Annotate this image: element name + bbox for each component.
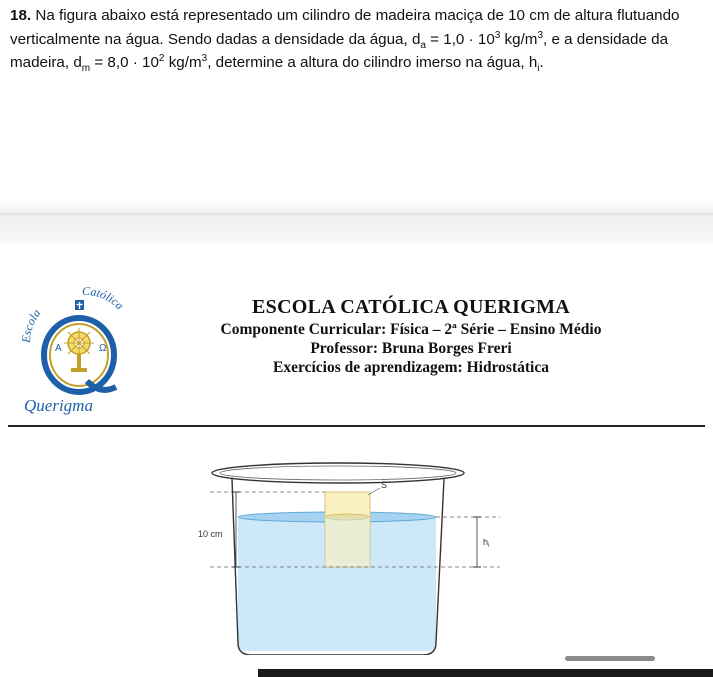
question-number: 18.	[10, 7, 32, 24]
logo-word-catolica: Católica	[81, 283, 127, 313]
header-course: Componente Curricular: Física – 2ª Série – Ensino Médio	[220, 321, 602, 338]
school-name: ESCOLA CATÓLICA QUERIGMA	[252, 296, 570, 318]
water-density-sub: a	[420, 39, 426, 51]
wood-density-symbol: d	[73, 54, 82, 71]
question-text-4: .	[539, 54, 544, 71]
wood-density-unit: kg/m	[164, 54, 202, 71]
water-density-exp: 3	[494, 29, 501, 41]
label-s: S	[381, 480, 388, 490]
water-density-symbol: d	[411, 30, 421, 48]
floating-cylinder-figure	[190, 455, 530, 655]
water-density-unit: kg/m	[500, 30, 538, 48]
label-10cm: 10 cm	[198, 529, 223, 539]
svg-text:Católica	[82, 284, 127, 313]
page-separator	[0, 200, 713, 246]
svg-text:Escola	[19, 306, 44, 344]
logo-word-querigma: Querigma	[24, 396, 93, 415]
question-text-2: , e a densidade da madeira,	[10, 30, 669, 71]
bottom-bar	[258, 669, 713, 677]
header-divider	[8, 425, 705, 427]
immersed-height-sub: i	[537, 63, 540, 75]
scroll-indicator[interactable]	[565, 656, 655, 661]
logo-alpha-icon: A	[55, 343, 62, 354]
logo-word-escola: Escola	[18, 306, 44, 344]
water-density-value: = 1,0 · 10	[425, 30, 495, 48]
question-18	[10, 4, 700, 75]
logo-omega-icon: Ω	[99, 343, 107, 354]
question-text-3: , determine a altura do cilindro imerso na água, h	[207, 54, 538, 71]
wood-density-unit-exp: 3	[201, 52, 208, 64]
wood-density-sub: m	[81, 63, 91, 75]
water-density-unit-exp: 3	[537, 29, 544, 41]
header-teacher: Professor: Bruna Borges Freri	[310, 340, 512, 357]
question-text-1: Na figura abaixo está representado um cilindro de madeira maciça de 10 cm de altura flutuando verticalmente na água. Sendo dadas a densidade da água,	[10, 7, 680, 48]
school-header	[196, 294, 626, 377]
school-logo	[12, 283, 140, 418]
label-hi: $h_i$	[483, 537, 490, 549]
wood-density-exp: 2	[158, 52, 165, 64]
header-topic: Exercícios de aprendizagem: Hidrostática	[273, 359, 549, 376]
wood-density-value: = 8,0 · 10	[90, 54, 159, 71]
